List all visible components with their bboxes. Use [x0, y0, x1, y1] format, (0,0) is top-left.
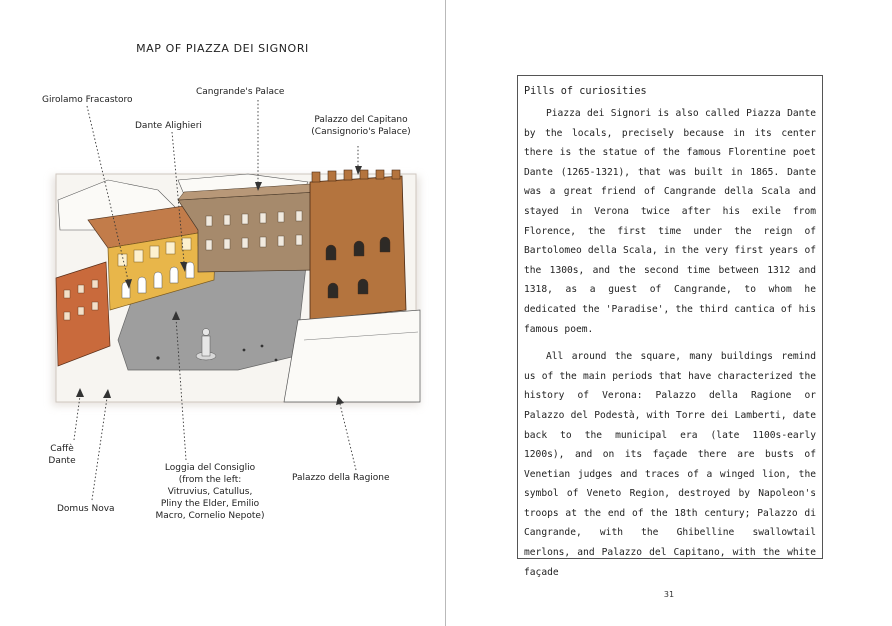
- label-loggia-line2: (from the left:: [178, 475, 242, 485]
- label-caffe-line1: Caffè: [50, 444, 74, 454]
- pills-of-curiosities-box: [517, 75, 823, 578]
- label-loggia-del-consiglio: [140, 462, 280, 522]
- label-cangrande-palace: Cangrande's Palace: [196, 87, 285, 97]
- label-loggia-line5: Macro, Cornelio Nepote): [155, 511, 265, 521]
- label-capitano-line1: Palazzo del Capitano: [314, 115, 408, 125]
- label-palazzo-capitano: [296, 114, 426, 138]
- label-loggia-line1: Loggia del Consiglio: [164, 463, 256, 473]
- label-capitano-line2: (Cansignorio's Palace): [311, 127, 411, 137]
- label-caffe-line2: Dante: [48, 456, 76, 466]
- pills-box-title: Pills of curiosities: [524, 86, 647, 97]
- label-domus-nova: Domus Nova: [57, 504, 115, 514]
- label-loggia-line3: Vitruvius, Catullus,: [167, 487, 253, 497]
- label-loggia-line4: Pliny the Elder, Emilio: [160, 499, 260, 509]
- label-dante-alighieri: Dante Alighieri: [135, 121, 202, 131]
- label-caffe-dante: [42, 443, 82, 467]
- label-palazzo-della-ragione: Palazzo della Ragione: [292, 473, 390, 483]
- cangrande-palace-building: [178, 184, 316, 272]
- map-title: MAP OF PIAZZA DEI SIGNORI: [136, 42, 309, 55]
- curiosity-paragraph-1: Piazza dei Signori is also called Piazza Dante by the locals, precisely because in its center there is the statue of the famous Florentine poet Dante (1265-1321), that was built in 1865. Dante was a great friend of Cangrande della Scala and stayed in Verona twice after his exile from Florence, the first time under the reign of Bartolomeo della Scala, in the very first years of the 1300s, and the second time between 1312 and 1318, as a guest of Cangrande, to whom he dedicated the 'Paradise', the third cantica of his famous poem.: [524, 108, 816, 335]
- label-girolamo-fracastoro: Girolamo Fracastoro: [42, 95, 133, 105]
- ragione-building: [284, 310, 420, 402]
- piazza-illustration: [48, 170, 424, 410]
- page-number: 31: [663, 590, 675, 599]
- capitano-palace-building: [310, 170, 406, 320]
- curiosity-paragraph-2: All around the square, many buildings remind us of the main periods that have characterized the history of Verona: Palazzo della Ragione or Palazzo del Podestà, with Torre dei Lamberti, date back to the municipal era (late 1100s-early 1200s), and on its façade there are busts of Venetian judges and traces of a winged lion, the symbol of Veneto Region, destroyed by Napoleon's troops at the end of the 18th century; Palazzo di Cangrande, with the Ghibelline swallowtail merlons, and Palazzo del Capitano, with the white façade: [524, 351, 816, 578]
